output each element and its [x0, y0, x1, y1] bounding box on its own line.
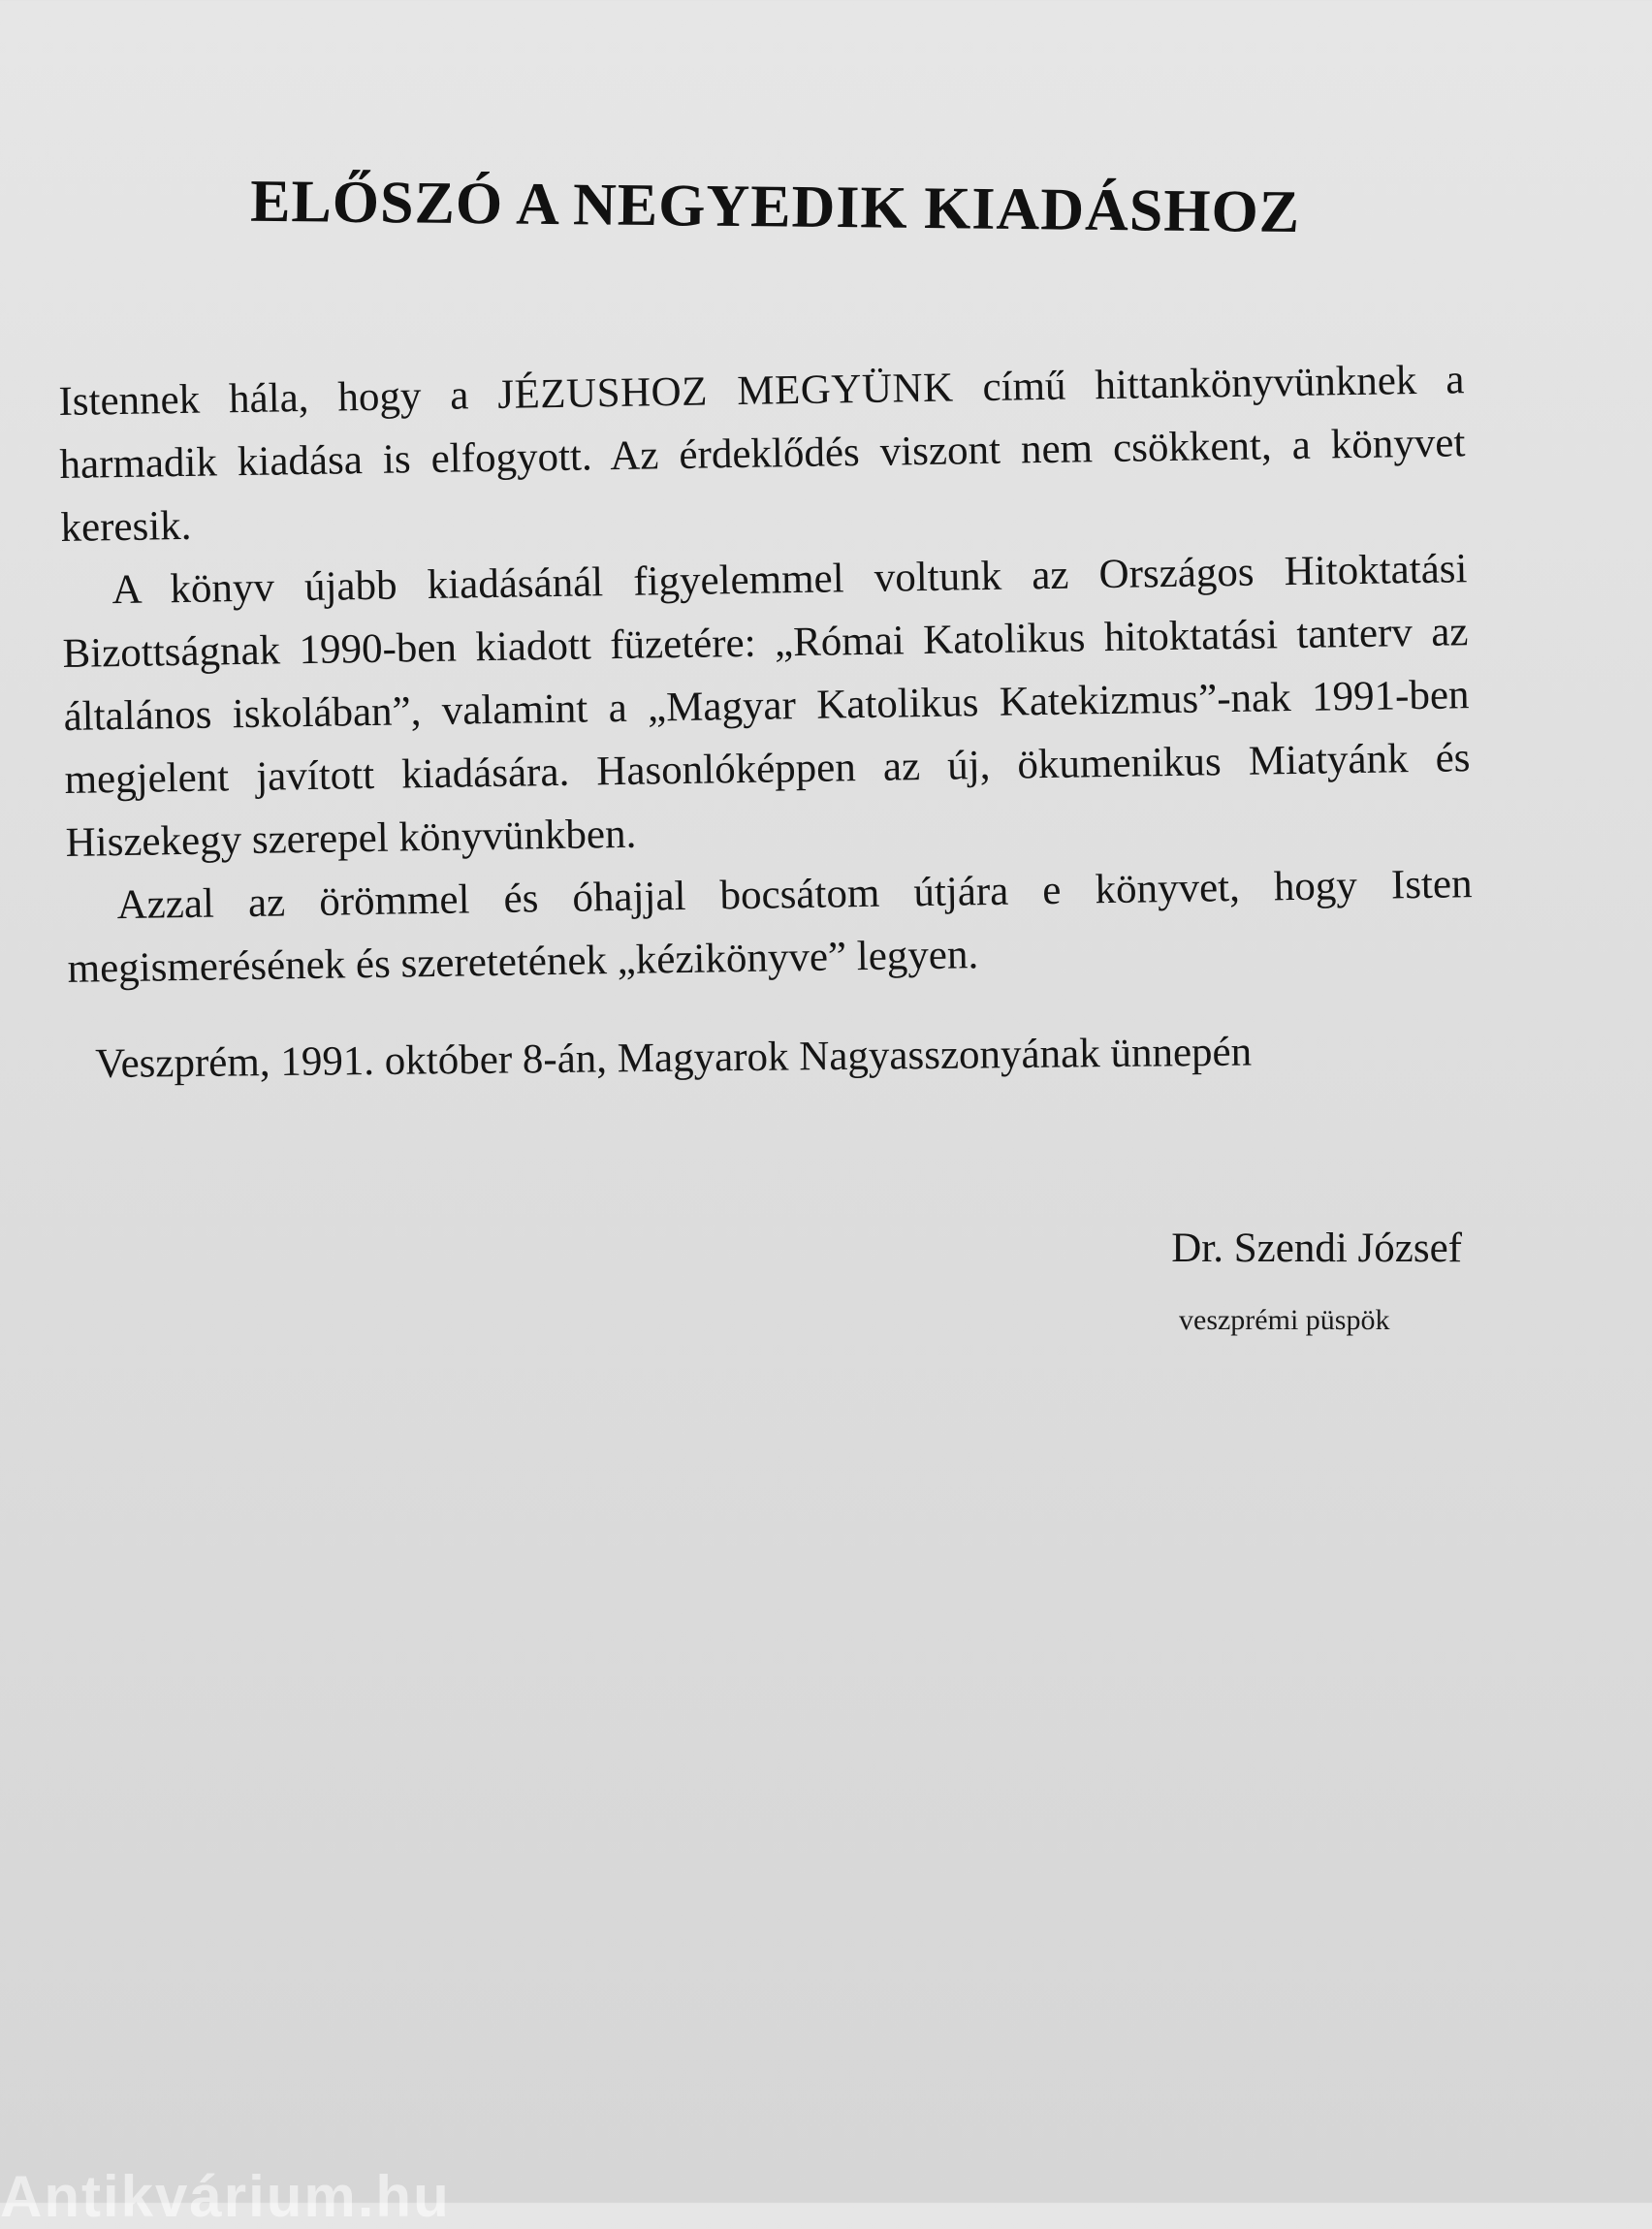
dateline: Veszprém, 1991. október 8-án, Magyarok Nagyasszonyának ünnepén	[95, 1029, 1253, 1087]
book-title: JÉZUSHOZ MEGYÜNK	[496, 365, 954, 418]
paragraph-2: A könyv újabb kiadásánál figyelemmel voltunk az Országos Hitoktatási Bizottságnak 1990-ben kiadott füzetére: „Római Katolikus hitoktatási tanterv az általános iskolában”, valamint a „Magyar Katolikus Katekizmus”-nak 1991-ben megjelent javított kiadására. Hasonlóképpen az új, ökumenikus Miatyánk és Hiszekegy szerepel könyvünkben.	[62, 546, 1471, 866]
foreword-body	[58, 348, 1474, 1001]
paragraph-3: Azzal az örömmel és óhajjal bocsátom útjára e könyvet, hogy Isten megismerésének és szeretetének „kézikönyve” legyen.	[67, 861, 1473, 992]
paragraph-1-end: című hittankönyvünknek a harmadik kiadása is elfogyott. Az érdeklődés viszont nem csökkent, a könyvet keresik.	[59, 357, 1466, 551]
paragraph-1-start: Istennek hála, hogy a	[58, 371, 498, 425]
signature-name: Dr. Szendi József	[1171, 1226, 1462, 1271]
paragraph-1	[58, 348, 1467, 559]
page-title: ELŐSZÓ A NEGYEDIK KIADÁSHOZ	[249, 168, 1301, 245]
watermark-text: Antikvárium.hu	[0, 2164, 451, 2229]
signature-role: veszprémi püspök	[1179, 1304, 1390, 1336]
